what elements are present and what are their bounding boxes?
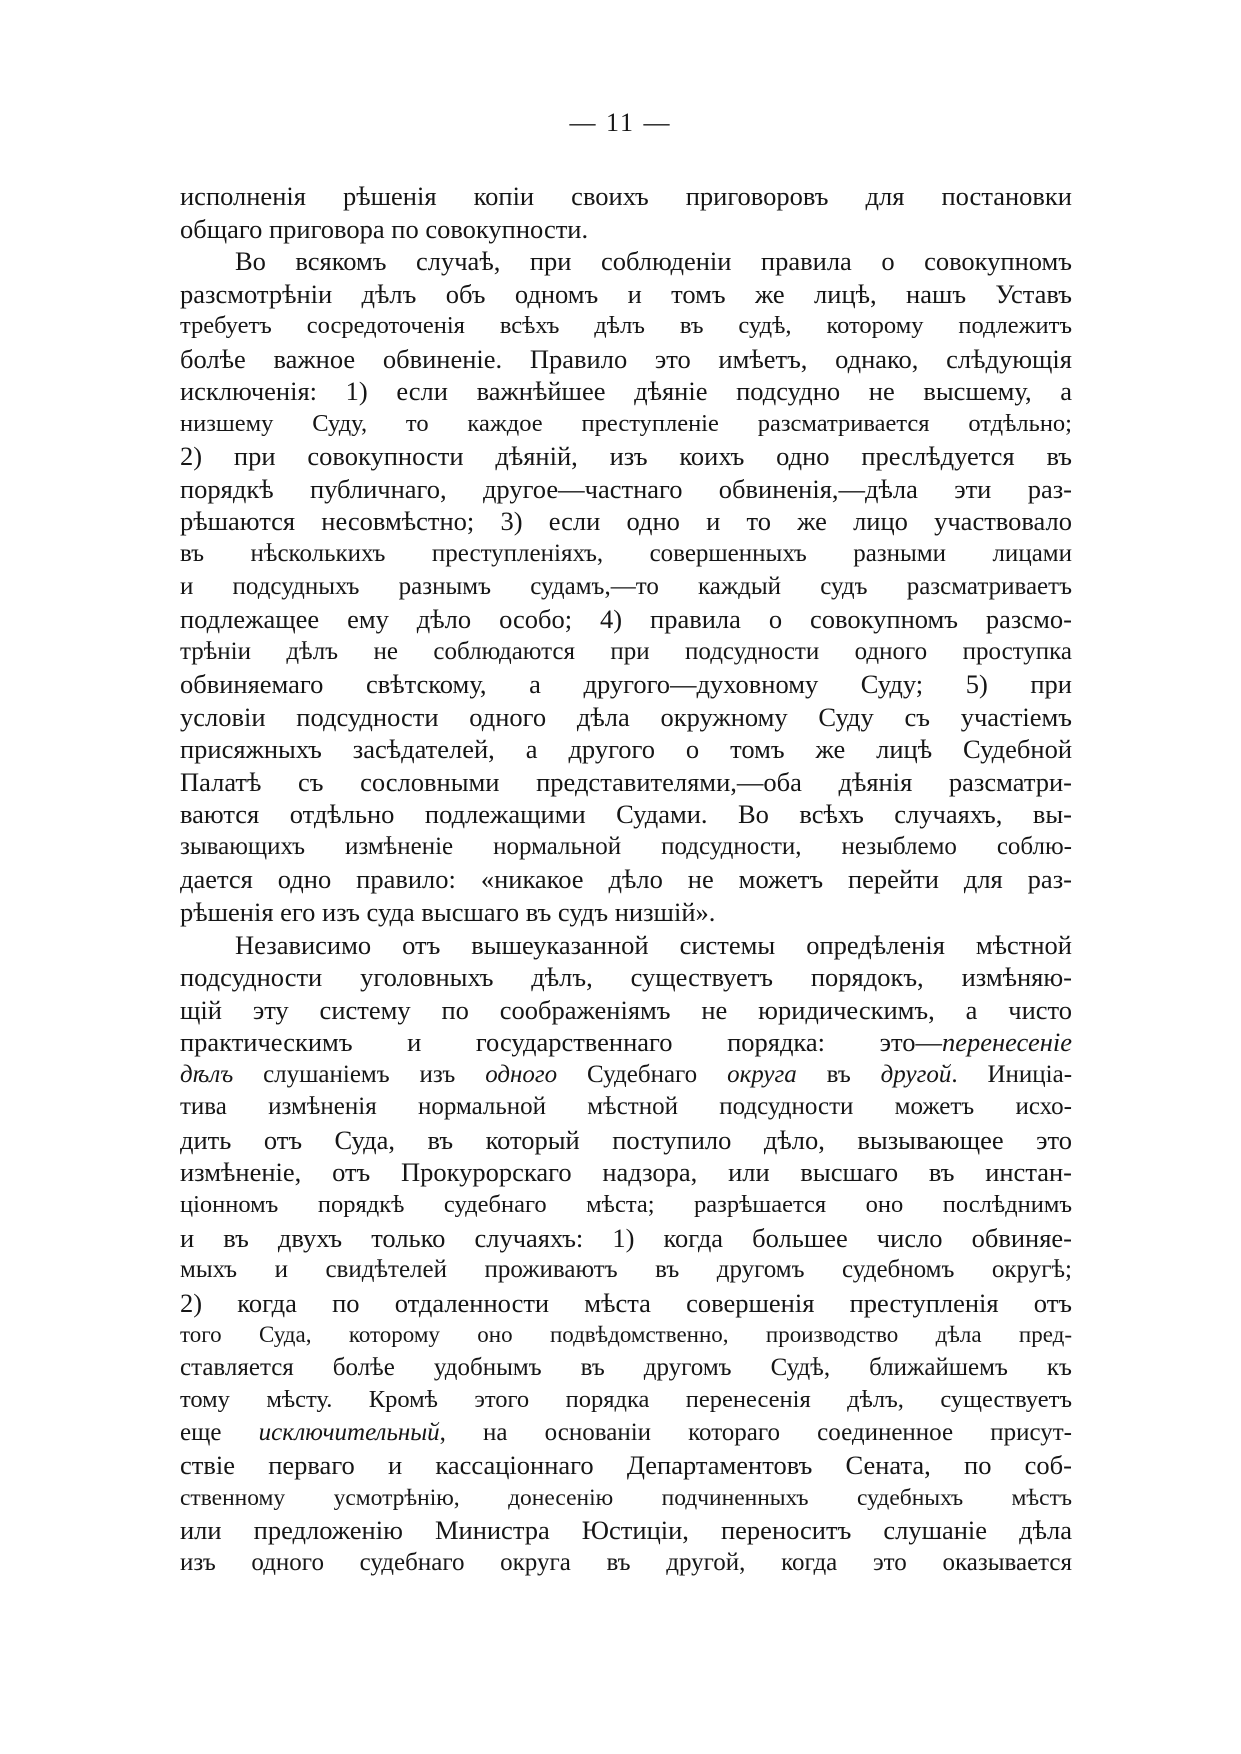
italic-term: одного: [485, 1060, 558, 1088]
text-line: трѣніи дѣлъ не соблюдаются при подсудности одного проступка: [180, 637, 1072, 665]
text-line: ваются отдѣльно подлежащими Судами. Во всѣхъ случаяхъ, вы-: [180, 799, 1072, 830]
italic-term: исключительный: [258, 1418, 440, 1446]
text-line: [180, 1059, 1072, 1092]
text-segment: Судебнаго: [557, 1060, 728, 1088]
italic-term: перенесеніе: [941, 1027, 1072, 1058]
text-line: или предложенію Министра Юстиціи, переноситъ слушаніе дѣла: [180, 1515, 1072, 1546]
text-line: и подсудныхъ разнымъ судамъ,—то каждый судъ разсматриваетъ: [180, 572, 1072, 600]
text-line: тива измѣненія нормальной мѣстной подсудности можетъ исхо-: [180, 1093, 1072, 1121]
text-line: дается одно правило: «никакое дѣло не можетъ перейти для раз-: [180, 864, 1072, 895]
text-line: Независимо отъ вышеуказанной системы опредѣленія мѣстной: [235, 929, 1072, 960]
text-line: того Суда, которому оно подвѣдомственно, производство дѣла пред-: [180, 1322, 1072, 1348]
text-line: дить отъ Суда, въ который поступило дѣло, вызывающее это: [180, 1124, 1072, 1155]
text-line: 2) когда по отдаленности мѣста совершенія преступленія отъ: [180, 1287, 1072, 1318]
text-line: разсмотрѣніи дѣлъ объ одномъ и томъ же лицѣ, нашъ Уставъ: [180, 278, 1072, 309]
text-line: рѣшаются несовмѣстно; 3) если одно и то же лицо участвовало: [180, 506, 1072, 537]
text-segment: практическимъ и государственнаго порядка: это—: [180, 1027, 942, 1058]
text-line: 2) при совокупности дѣяній, изъ коихъ одно преслѣдуется въ: [180, 441, 1072, 472]
italic-term: другой: [880, 1060, 952, 1088]
text-line: Во всякомъ случаѣ, при соблюденіи правила о совокупномъ: [235, 246, 1072, 277]
italic-term: дѣлъ: [180, 1060, 234, 1088]
text-line: [180, 1417, 1072, 1450]
text-line: Палатѣ съ сословными представителями,—оба дѣянія разсматри-: [180, 766, 1072, 797]
text-segment: еще: [180, 1418, 259, 1446]
text-segment: въ: [796, 1060, 881, 1088]
text-line: тому мѣсту. Кромѣ этого порядка перенесенія дѣлъ, существуетъ: [180, 1386, 1072, 1414]
text-line: зывающихъ измѣненіе нормальной подсудности, незыблемо соблю-: [180, 832, 1072, 860]
text-line: присяжныхъ засѣдателей, а другого о томъ же лицѣ Судебной: [180, 734, 1072, 765]
text-line: въ нѣсколькихъ преступленіяхъ, совершенныхъ разными лицами: [180, 540, 1072, 568]
text-line: мыхъ и свидѣтелей проживаютъ въ другомъ судебномъ округѣ;: [180, 1256, 1072, 1284]
text-line: рѣшенія его изъ суда высшаго въ судъ низшій».: [180, 897, 716, 928]
text-line: измѣненіе, отъ Прокурорскаго надзора, или высшаго въ инстан-: [180, 1157, 1072, 1188]
text-line: изъ одного судебнаго округа въ другой, когда это оказывается: [180, 1548, 1072, 1576]
italic-term: округа: [727, 1060, 797, 1088]
text-segment: , на основаніи котораго соединенное присут-: [439, 1418, 1072, 1446]
text-line: общаго приговора по совокупности.: [180, 213, 589, 244]
text-segment: слушаніемъ изъ: [233, 1060, 486, 1088]
page-number: — 11 —: [569, 108, 672, 137]
text-segment: . Иниціа-: [951, 1060, 1073, 1088]
text-line: условіи подсудности одного дѣла окружному Суду съ участіемъ: [180, 701, 1072, 732]
text-line: обвиняемаго свѣтскому, а другого—духовному Суду; 5) при: [180, 669, 1072, 700]
text-line: ствіе перваго и кассаціоннаго Департаментовъ Сената, по соб-: [180, 1450, 1072, 1481]
text-line: подсудности уголовныхъ дѣлъ, существуетъ порядокъ, измѣняю-: [180, 962, 1072, 993]
text-line: ціонномъ порядкѣ судебнаго мѣста; разрѣшается оно послѣднимъ: [180, 1190, 1072, 1218]
text-line: болѣе важное обвиненіе. Правило это имѣетъ, однако, слѣдующія: [180, 343, 1072, 374]
text-line: щій эту систему по соображеніямъ не юридическимъ, а чисто: [180, 994, 1072, 1025]
text-line: порядкѣ публичнаго, другое—частнаго обвиненія,—дѣла эти раз-: [180, 473, 1072, 504]
text-line: ственному усмотрѣнію, донесенію подчиненныхъ судебныхъ мѣстъ: [180, 1484, 1072, 1511]
text-line: требуетъ сосредоточенія всѣхъ дѣлъ въ судѣ, которому подлежитъ: [180, 312, 1072, 340]
text-line: низшему Суду, то каждое преступленіе разсматривается отдѣльно;: [180, 409, 1072, 437]
body-text: [180, 180, 1072, 1580]
text-line: [180, 1026, 1072, 1059]
text-line: и въ двухъ только случаяхъ: 1) когда большее число обвиняе-: [180, 1222, 1072, 1253]
text-line: подлежащее ему дѣло особо; 4) правила о совокупномъ разсмо-: [180, 604, 1072, 635]
text-line: исключенія: 1) если важнѣйшее дѣяніе подсудно не высшему, а: [180, 376, 1072, 407]
text-line: исполненія рѣшенія копіи своихъ приговоровъ для постановки: [180, 181, 1072, 211]
text-line: ставляется болѣе удобнымъ въ другомъ Судѣ, ближайшемъ къ: [180, 1353, 1072, 1381]
